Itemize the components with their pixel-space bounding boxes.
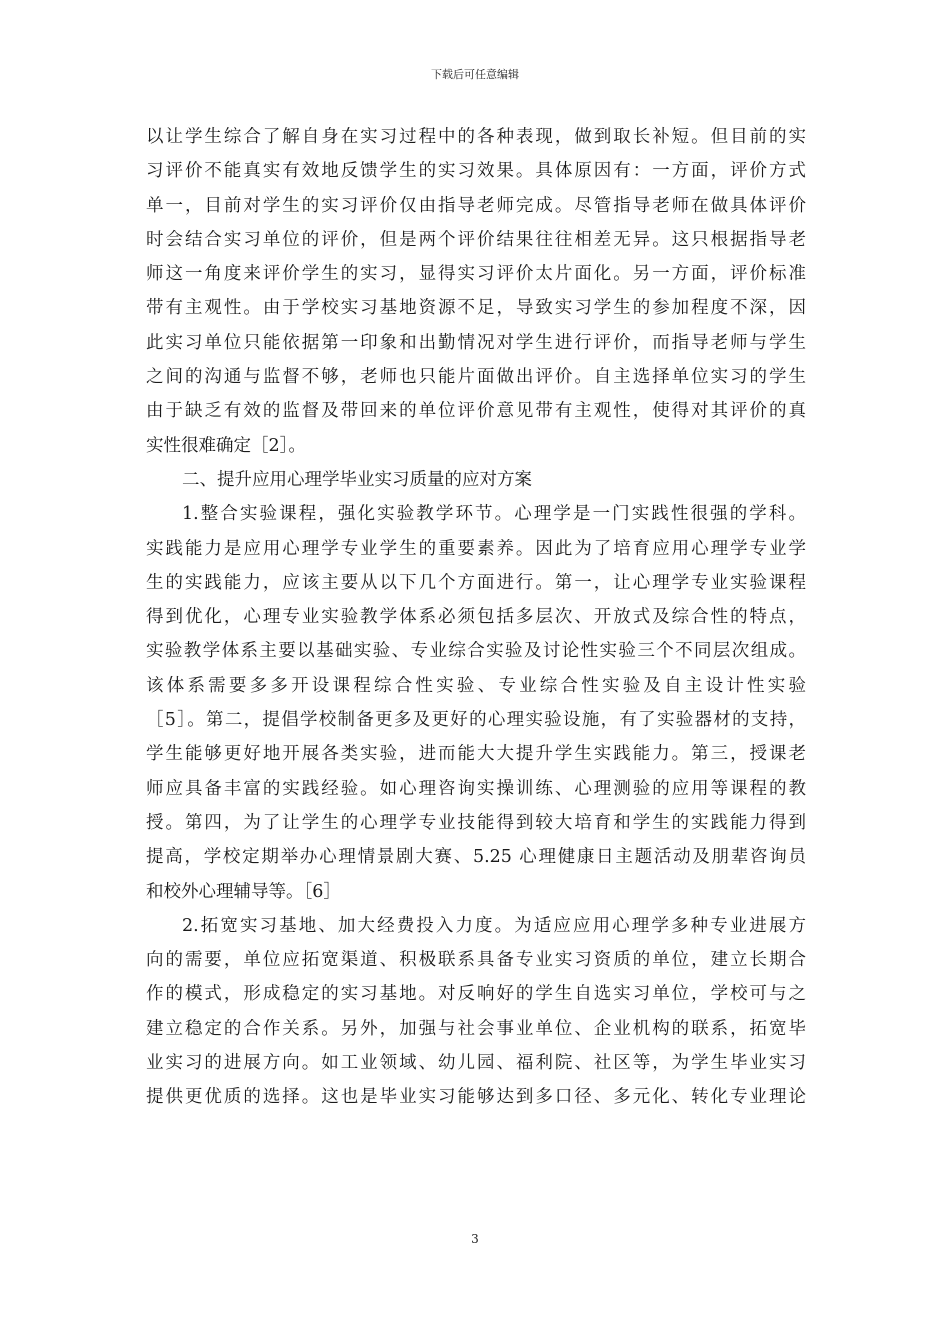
body-line: 该体系需要多多开设课程综合性实验、专业综合性实验及自主设计性实验 <box>146 675 806 696</box>
body-line: 由于缺乏有效的监督及带回来的单位评价意见带有主观性，使得对其评价的真 <box>146 401 806 422</box>
body-line: 得到优化，心理专业实验教学体系必须包括多层次、开放式及综合性的特点， <box>146 607 806 628</box>
body-line: 生的实践能力，应该主要从以下几个方面进行。第一，让心理学专业实验课程 <box>146 572 806 593</box>
body-line: 以让学生综合了解自身在实习过程中的各种表现，做到取长补短。但目前的实 <box>146 127 806 147</box>
body-line: 单一，目前对学生的实习评价仅由指导老师完成。尽管指导老师在做具体评价 <box>146 195 806 216</box>
body-line: 实践能力是应用心理学专业学生的重要素养。因此为了培育应用心理学专业学 <box>146 538 806 559</box>
body-line: 之间的沟通与监督不够，老师也只能片面做出评价。自主选择单位实习的学生 <box>146 367 806 388</box>
body-line: 带有主观性。由于学校实习基地资源不足，导致实习学生的参加程度不深，因 <box>146 298 806 319</box>
body-line: 师这一角度来评价学生的实习，显得实习评价太片面化。另一方面，评价标准 <box>146 264 806 285</box>
body-line: 实验教学体系主要以基础实验、专业综合实验及讨论性实验三个不同层次组成。 <box>146 641 806 662</box>
page-number: 3 <box>471 1232 479 1246</box>
document-body <box>146 120 806 1115</box>
body-line: 1.整合实验课程，强化实验教学环节。心理学是一门实践性很强的学科。 <box>182 504 806 525</box>
body-line: 授。第四，为了让学生的心理学专业技能得到较大培育和学生的实践能力得到 <box>146 812 806 833</box>
page-header: 下载后可任意编辑 <box>431 68 519 81</box>
body-line: 作的模式，形成稳定的实习基地。对反响好的学生自选实习单位，学校可与之 <box>146 984 806 1005</box>
body-line: 时会结合实习单位的评价，但是两个评价结果往往相差无异。这只根据指导老 <box>146 229 806 250</box>
body-line: 习评价不能真实有效地反馈学生的实习效果。具体原因有：一方面，评价方式 <box>146 161 806 182</box>
body-line: 师应具备丰富的实践经验。如心理咨询实操训练、心理测验的应用等课程的教 <box>146 778 806 799</box>
body-line: ［5］。第二，提倡学校制备更多及更好的心理实验设施，有了实验器材的支持， <box>146 710 806 731</box>
body-line: 提供更优质的选择。这也是毕业实习能够达到多口径、多元化、转化专业理论 <box>146 1087 806 1108</box>
body-line: 实性很难确定［2］。 <box>146 435 306 456</box>
body-line: 此实习单位只能依据第一印象和出勤情况对学生进行评价，而指导老师与学生 <box>146 332 806 353</box>
section-heading: 二、提升应用心理学毕业实习质量的应对方案 <box>182 469 532 490</box>
body-line: 提高，学校定期举办心理情景剧大赛、5.25 心理健康日主题活动及朋辈咨询员 <box>146 847 806 868</box>
body-line: 2.拓宽实习基地、加大经费投入力度。为适应应用心理学多种专业进展方 <box>182 915 806 936</box>
body-line: 业实习的进展方向。如工业领域、幼儿园、福利院、社区等，为学生毕业实习 <box>146 1053 806 1074</box>
body-line: 建立稳定的合作关系。另外，加强与社会事业单位、企业机构的联系，拓宽毕 <box>146 1018 806 1039</box>
body-line: 向的需要，单位应拓宽渠道、积极联系具备专业实习资质的单位，建立长期合 <box>146 950 806 971</box>
body-line: 学生能够更好地开展各类实验，进而能大大提升学生实践能力。第三，授课老 <box>146 744 806 765</box>
body-line: 和校外心理辅导等。［6］ <box>146 881 341 902</box>
